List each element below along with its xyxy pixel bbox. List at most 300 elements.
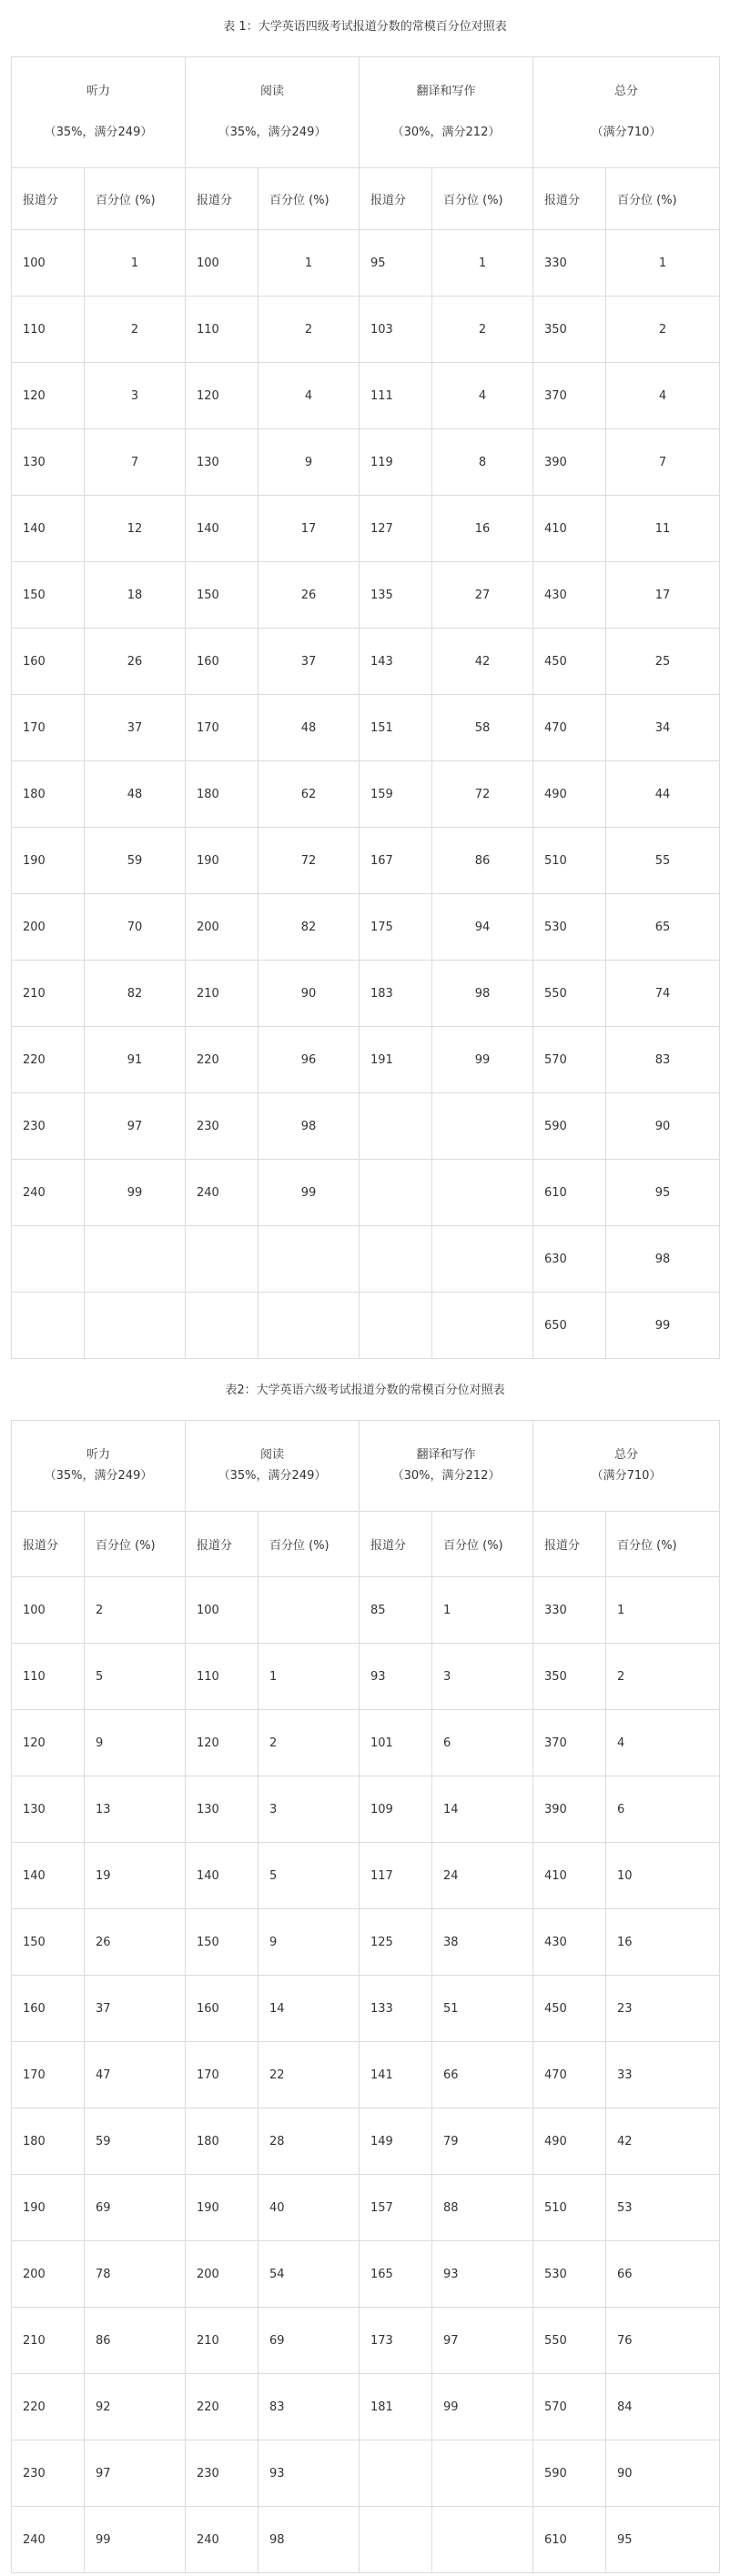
percentile-cell: 65 <box>606 894 720 961</box>
percentile-cell: 53 <box>606 2175 720 2241</box>
percentile-cell: 9 <box>259 1909 360 1976</box>
score-cell: 100 <box>12 230 85 297</box>
percentile-cell: 17 <box>259 496 360 562</box>
table-row <box>12 1093 720 1160</box>
column-header: 报道分 <box>186 168 259 230</box>
score-cell: 120 <box>12 363 85 429</box>
percentile-cell: 51 <box>432 1976 533 2042</box>
score-cell: 100 <box>186 1577 259 1644</box>
percentile-cell: 59 <box>85 2108 186 2175</box>
score-cell: 110 <box>186 297 259 363</box>
percentile-cell: 96 <box>259 1027 360 1093</box>
score-cell: 110 <box>12 1644 85 1710</box>
column-header: 百分位 (%) <box>259 168 360 230</box>
score-cell: 175 <box>360 894 432 961</box>
percentile-cell: 90 <box>606 1093 720 1160</box>
score-cell: 170 <box>12 695 85 761</box>
group-header-cell <box>360 57 533 168</box>
score-cell: 350 <box>533 1644 606 1710</box>
percentile-cell: 5 <box>85 1644 186 1710</box>
percentile-cell: 86 <box>432 828 533 894</box>
score-cell: 127 <box>360 496 432 562</box>
table-row <box>12 1160 720 1226</box>
column-header: 报道分 <box>12 1512 85 1577</box>
score-cell: 130 <box>12 429 85 496</box>
score-cell: 143 <box>360 629 432 695</box>
score-cell <box>360 1093 432 1160</box>
group-header-cell <box>186 57 360 168</box>
percentile-cell: 70 <box>85 894 186 961</box>
column-header: 报道分 <box>360 168 432 230</box>
percentile-cell: 82 <box>85 961 186 1027</box>
column-header: 百分位 (%) <box>606 1512 720 1577</box>
percentile-cell: 9 <box>259 429 360 496</box>
group-title: 翻译和写作 <box>416 85 476 99</box>
percentile-cell: 3 <box>85 363 186 429</box>
group-header-cell <box>12 1421 186 1512</box>
score-cell: 650 <box>533 1293 606 1359</box>
score-cell: 160 <box>186 1976 259 2042</box>
percentile-cell: 98 <box>432 961 533 1027</box>
percentile-cell: 99 <box>259 1160 360 1226</box>
percentile-cell: 4 <box>606 363 720 429</box>
percentile-cell: 72 <box>259 828 360 894</box>
score-cell: 240 <box>12 1160 85 1226</box>
table1-caption: 表 1：大学英语四级考试报道分数的常模百分位对照表 <box>223 20 507 34</box>
score-cell: 120 <box>186 1710 259 1776</box>
table-row <box>12 1776 720 1843</box>
score-cell: 450 <box>533 1976 606 2042</box>
percentile-cell: 33 <box>606 2042 720 2108</box>
table-row <box>12 629 720 695</box>
group-title: 阅读 <box>259 1448 284 1463</box>
score-cell: 191 <box>360 1027 432 1093</box>
score-cell: 220 <box>12 2374 85 2440</box>
score-cell: 530 <box>533 894 606 961</box>
score-cell: 390 <box>533 1776 606 1843</box>
score-cell: 230 <box>12 1093 85 1160</box>
percentile-cell: 37 <box>85 1976 186 2042</box>
group-title: 翻译和写作 <box>416 1448 476 1463</box>
percentile-cell: 2 <box>259 1710 360 1776</box>
score-cell: 230 <box>12 2440 85 2507</box>
percentile-cell: 16 <box>432 496 533 562</box>
score-cell: 120 <box>186 363 259 429</box>
table-row <box>12 2308 720 2374</box>
percentile-cell: 13 <box>85 1776 186 1843</box>
score-cell: 130 <box>186 1776 259 1843</box>
score-cell: 490 <box>533 761 606 828</box>
score-cell: 110 <box>12 297 85 363</box>
column-header: 百分位 (%) <box>259 1512 360 1577</box>
percentile-cell: 4 <box>259 363 360 429</box>
group-header-cell <box>12 57 186 168</box>
score-cell <box>360 1293 432 1359</box>
score-cell: 200 <box>186 2241 259 2308</box>
percentile-cell: 4 <box>432 363 533 429</box>
score-cell: 120 <box>12 1710 85 1776</box>
percentile-cell: 95 <box>606 2507 720 2573</box>
table-row <box>12 1909 720 1976</box>
score-cell <box>12 1293 85 1359</box>
score-cell: 140 <box>12 496 85 562</box>
table-row <box>12 562 720 629</box>
score-cell: 190 <box>12 828 85 894</box>
table-row <box>12 1226 720 1293</box>
score-cell: 240 <box>186 2507 259 2573</box>
score-cell: 330 <box>533 230 606 297</box>
score-cell: 210 <box>186 2308 259 2374</box>
percentile-cell: 18 <box>85 562 186 629</box>
cet6-percentile-table <box>11 1420 720 2573</box>
score-cell: 181 <box>360 2374 432 2440</box>
percentile-cell: 37 <box>259 629 360 695</box>
table-row <box>12 961 720 1027</box>
score-cell: 180 <box>186 2108 259 2175</box>
percentile-cell: 83 <box>259 2374 360 2440</box>
percentile-cell: 93 <box>259 2440 360 2507</box>
score-cell: 570 <box>533 2374 606 2440</box>
percentile-cell: 72 <box>432 761 533 828</box>
percentile-cell: 2 <box>432 297 533 363</box>
percentile-cell: 83 <box>606 1027 720 1093</box>
percentile-cell <box>432 1226 533 1293</box>
score-cell: 550 <box>533 961 606 1027</box>
percentile-cell: 38 <box>432 1909 533 1976</box>
percentile-cell: 5 <box>259 1843 360 1909</box>
percentile-cell: 24 <box>432 1843 533 1909</box>
score-cell: 370 <box>533 1710 606 1776</box>
percentile-cell: 99 <box>85 2507 186 2573</box>
score-cell: 165 <box>360 2241 432 2308</box>
percentile-cell: 66 <box>606 2241 720 2308</box>
score-cell: 200 <box>12 2241 85 2308</box>
score-cell: 183 <box>360 961 432 1027</box>
table-row <box>12 828 720 894</box>
percentile-cell: 99 <box>432 1027 533 1093</box>
score-cell: 610 <box>533 1160 606 1226</box>
percentile-cell: 1 <box>432 1577 533 1644</box>
score-cell: 330 <box>533 1577 606 1644</box>
table2-caption: 表2：大学英语六级考试报道分数的常模百分位对照表 <box>225 1384 505 1397</box>
score-cell: 430 <box>533 562 606 629</box>
percentile-cell: 2 <box>85 297 186 363</box>
percentile-cell: 78 <box>85 2241 186 2308</box>
score-cell: 173 <box>360 2308 432 2374</box>
percentile-cell: 37 <box>85 695 186 761</box>
percentile-cell: 2 <box>85 1577 186 1644</box>
table-row <box>12 1843 720 1909</box>
score-cell: 450 <box>533 629 606 695</box>
score-cell: 610 <box>533 2507 606 2573</box>
score-cell: 150 <box>186 562 259 629</box>
percentile-cell: 1 <box>259 1644 360 1710</box>
score-cell: 95 <box>360 230 432 297</box>
group-header-row <box>12 1421 720 1512</box>
column-header: 报道分 <box>360 1512 432 1577</box>
table-row <box>12 2440 720 2507</box>
table-row <box>12 2108 720 2175</box>
score-cell: 133 <box>360 1976 432 2042</box>
table-row <box>12 761 720 828</box>
table-row <box>12 1710 720 1776</box>
score-cell: 590 <box>533 2440 606 2507</box>
percentile-cell <box>432 1093 533 1160</box>
percentile-cell: 6 <box>606 1776 720 1843</box>
percentile-cell <box>432 1160 533 1226</box>
score-cell: 470 <box>533 695 606 761</box>
score-cell: 160 <box>12 629 85 695</box>
score-cell: 220 <box>186 2374 259 2440</box>
percentile-cell <box>259 1577 360 1644</box>
score-cell <box>12 1226 85 1293</box>
percentile-cell: 6 <box>432 1710 533 1776</box>
score-cell: 430 <box>533 1909 606 1976</box>
percentile-cell: 92 <box>85 2374 186 2440</box>
percentile-cell: 2 <box>606 297 720 363</box>
percentile-cell: 16 <box>606 1909 720 1976</box>
score-cell: 149 <box>360 2108 432 2175</box>
score-cell: 109 <box>360 1776 432 1843</box>
group-title: 总分 <box>614 85 639 99</box>
percentile-cell: 98 <box>259 2507 360 2573</box>
score-cell: 170 <box>12 2042 85 2108</box>
score-cell: 180 <box>12 2108 85 2175</box>
score-cell: 220 <box>12 1027 85 1093</box>
score-cell: 160 <box>12 1976 85 2042</box>
percentile-cell: 7 <box>606 429 720 496</box>
percentile-cell <box>85 1293 186 1359</box>
percentile-cell: 1 <box>432 230 533 297</box>
score-cell: 140 <box>186 1843 259 1909</box>
score-cell: 151 <box>360 695 432 761</box>
group-title: 阅读 <box>259 85 284 99</box>
group-header-cell <box>533 1421 720 1512</box>
percentile-cell: 90 <box>259 961 360 1027</box>
sub-header-row <box>12 1512 720 1577</box>
group-note: （35%，满分249） <box>44 125 153 139</box>
score-cell: 103 <box>360 297 432 363</box>
table-row <box>12 2241 720 2308</box>
percentile-cell: 94 <box>432 894 533 961</box>
table-row <box>12 2175 720 2241</box>
percentile-cell: 17 <box>606 562 720 629</box>
score-cell: 119 <box>360 429 432 496</box>
percentile-cell: 48 <box>85 761 186 828</box>
score-cell: 170 <box>186 2042 259 2108</box>
score-cell: 630 <box>533 1226 606 1293</box>
table-row <box>12 1976 720 2042</box>
percentile-cell: 74 <box>606 961 720 1027</box>
percentile-cell: 48 <box>259 695 360 761</box>
percentile-cell: 3 <box>259 1776 360 1843</box>
score-cell: 590 <box>533 1093 606 1160</box>
percentile-cell: 1 <box>85 230 186 297</box>
percentile-cell: 99 <box>606 1293 720 1359</box>
percentile-cell: 47 <box>85 2042 186 2108</box>
column-header: 报道分 <box>12 168 85 230</box>
table-row <box>12 2507 720 2573</box>
percentile-cell: 58 <box>432 695 533 761</box>
percentile-cell: 98 <box>606 1226 720 1293</box>
table-row <box>12 2374 720 2440</box>
table-row <box>12 695 720 761</box>
score-cell: 210 <box>12 2308 85 2374</box>
score-cell: 190 <box>186 2175 259 2241</box>
percentile-cell: 1 <box>606 1577 720 1644</box>
percentile-cell: 7 <box>85 429 186 496</box>
percentile-cell: 22 <box>259 2042 360 2108</box>
percentile-cell: 27 <box>432 562 533 629</box>
score-cell: 550 <box>533 2308 606 2374</box>
group-note: （35%，满分249） <box>44 1468 153 1483</box>
score-cell: 180 <box>12 761 85 828</box>
score-cell: 101 <box>360 1710 432 1776</box>
percentile-cell: 79 <box>432 2108 533 2175</box>
group-note: （35%，满分249） <box>218 125 327 139</box>
group-header-row <box>12 57 720 168</box>
percentile-cell: 19 <box>85 1843 186 1909</box>
column-header: 百分位 (%) <box>432 168 533 230</box>
percentile-cell <box>432 2507 533 2573</box>
percentile-cell: 2 <box>606 1644 720 1710</box>
group-note: （30%，满分212） <box>391 125 501 139</box>
percentile-cell: 1 <box>606 230 720 297</box>
score-cell: 230 <box>186 1093 259 1160</box>
score-cell: 200 <box>186 894 259 961</box>
score-cell: 125 <box>360 1909 432 1976</box>
score-cell: 220 <box>186 1027 259 1093</box>
score-cell: 150 <box>12 562 85 629</box>
score-cell: 150 <box>12 1909 85 1976</box>
score-cell: 170 <box>186 695 259 761</box>
percentile-cell: 82 <box>259 894 360 961</box>
percentile-cell: 88 <box>432 2175 533 2241</box>
score-cell <box>360 1226 432 1293</box>
table-row <box>12 1644 720 1710</box>
percentile-cell: 14 <box>432 1776 533 1843</box>
score-cell: 200 <box>12 894 85 961</box>
percentile-cell: 90 <box>606 2440 720 2507</box>
score-cell <box>360 2440 432 2507</box>
group-header-cell <box>360 1421 533 1512</box>
percentile-cell: 84 <box>606 2374 720 2440</box>
percentile-cell: 12 <box>85 496 186 562</box>
percentile-cell <box>259 1226 360 1293</box>
percentile-cell: 59 <box>85 828 186 894</box>
percentile-cell: 91 <box>85 1027 186 1093</box>
score-cell <box>360 2507 432 2573</box>
percentile-cell: 26 <box>259 562 360 629</box>
score-cell: 240 <box>186 1160 259 1226</box>
column-header: 百分位 (%) <box>432 1512 533 1577</box>
score-cell: 210 <box>12 961 85 1027</box>
percentile-cell: 86 <box>85 2308 186 2374</box>
percentile-cell: 8 <box>432 429 533 496</box>
score-cell: 470 <box>533 2042 606 2108</box>
score-cell: 350 <box>533 297 606 363</box>
score-cell: 150 <box>186 1909 259 1976</box>
column-header: 报道分 <box>533 168 606 230</box>
percentile-cell: 42 <box>606 2108 720 2175</box>
group-title: 听力 <box>86 1448 110 1463</box>
group-note: （满分710） <box>591 1468 662 1483</box>
score-cell: 140 <box>186 496 259 562</box>
score-cell: 210 <box>186 961 259 1027</box>
percentile-cell: 97 <box>85 1093 186 1160</box>
table-row <box>12 1027 720 1093</box>
table-row <box>12 2042 720 2108</box>
column-header: 百分位 (%) <box>85 1512 186 1577</box>
percentile-cell: 44 <box>606 761 720 828</box>
table-row <box>12 363 720 429</box>
score-cell: 180 <box>186 761 259 828</box>
percentile-cell: 42 <box>432 629 533 695</box>
percentile-cell: 95 <box>606 1160 720 1226</box>
column-header: 百分位 (%) <box>606 168 720 230</box>
cet4-percentile-table <box>11 56 720 1359</box>
percentile-cell: 23 <box>606 1976 720 2042</box>
column-header: 报道分 <box>533 1512 606 1577</box>
score-cell: 190 <box>12 2175 85 2241</box>
table-row <box>12 1293 720 1359</box>
group-title: 总分 <box>614 1448 639 1463</box>
percentile-cell: 1 <box>259 230 360 297</box>
score-cell <box>186 1226 259 1293</box>
percentile-cell: 55 <box>606 828 720 894</box>
score-cell: 230 <box>186 2440 259 2507</box>
score-cell: 390 <box>533 429 606 496</box>
score-cell: 140 <box>12 1843 85 1909</box>
percentile-cell: 26 <box>85 1909 186 1976</box>
percentile-cell: 2 <box>259 297 360 363</box>
percentile-cell: 3 <box>432 1644 533 1710</box>
score-cell: 93 <box>360 1644 432 1710</box>
percentile-cell: 40 <box>259 2175 360 2241</box>
percentile-cell: 9 <box>85 1710 186 1776</box>
percentile-cell: 97 <box>85 2440 186 2507</box>
score-cell: 570 <box>533 1027 606 1093</box>
table-row <box>12 894 720 961</box>
column-header: 百分位 (%) <box>85 168 186 230</box>
percentile-cell: 4 <box>606 1710 720 1776</box>
table-row <box>12 1577 720 1644</box>
group-note: （30%，满分212） <box>391 1468 501 1483</box>
table-row <box>12 429 720 496</box>
score-cell: 410 <box>533 496 606 562</box>
percentile-cell: 54 <box>259 2241 360 2308</box>
score-cell: 370 <box>533 363 606 429</box>
percentile-cell: 26 <box>85 629 186 695</box>
group-header-cell <box>533 57 720 168</box>
score-cell <box>360 1160 432 1226</box>
percentile-cell: 69 <box>259 2308 360 2374</box>
score-cell <box>186 1293 259 1359</box>
score-cell: 100 <box>186 230 259 297</box>
score-cell: 490 <box>533 2108 606 2175</box>
score-cell: 410 <box>533 1843 606 1909</box>
percentile-cell: 97 <box>432 2308 533 2374</box>
group-header-cell <box>186 1421 360 1512</box>
percentile-cell: 28 <box>259 2108 360 2175</box>
score-cell: 130 <box>186 429 259 496</box>
percentile-cell: 99 <box>85 1160 186 1226</box>
percentile-cell <box>432 2440 533 2507</box>
table-row <box>12 297 720 363</box>
sub-header-row <box>12 168 720 230</box>
score-cell: 111 <box>360 363 432 429</box>
score-cell: 240 <box>12 2507 85 2573</box>
